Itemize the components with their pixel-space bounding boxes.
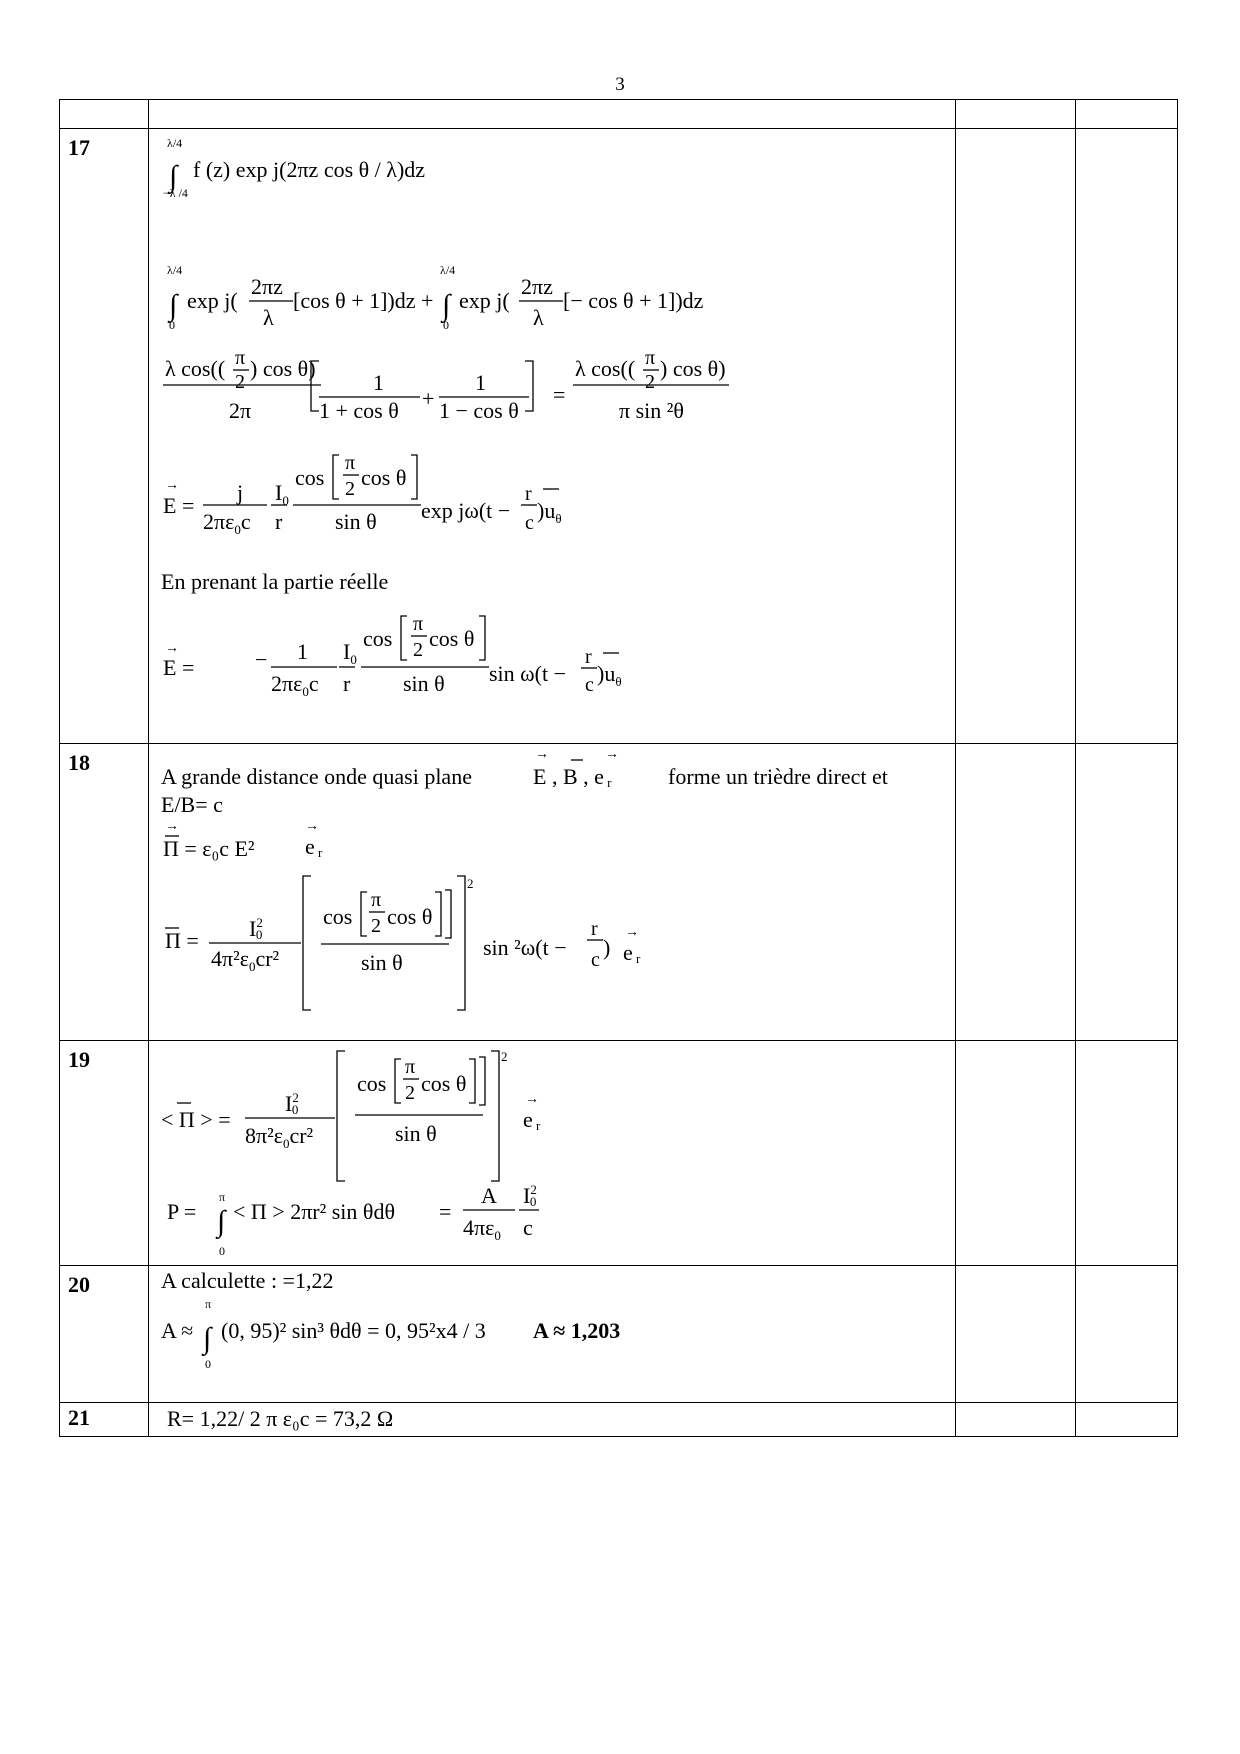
score-cell	[956, 1266, 1076, 1403]
svg-text:π sin ²θ: π sin ²θ	[619, 398, 684, 423]
svg-text:)uθ: )$u_\theta$	[597, 661, 622, 689]
text-partie-reelle: En prenant la partie réelle	[161, 569, 389, 594]
svg-text:4πε0: $4\pi\varepsilon_0$	[463, 1215, 501, 1243]
header-cell	[149, 100, 956, 129]
svg-text:2: 2	[371, 915, 381, 937]
header-row	[60, 100, 1178, 129]
question-number: 18	[60, 744, 149, 1041]
svg-text:I20: $I^2$ 0	[249, 915, 263, 942]
svg-text:0: 0	[443, 318, 449, 332]
svg-text:2: 2	[235, 371, 245, 393]
svg-text:0: 0	[169, 318, 175, 332]
answer-cell	[149, 744, 956, 1041]
onde-text: A grande distance onde quasi plane	[161, 764, 472, 789]
svg-text:2: 2	[413, 639, 423, 661]
svg-text:8π²ε0cr²: $8\pi^2\varepsilon_0cr^2$	[245, 1123, 314, 1151]
svg-text:< Π > 2πr² sin θdθ: < Π > 2πr² sin θdθ	[233, 1199, 395, 1224]
svg-text:A ≈: A ≈	[161, 1318, 194, 1343]
svg-text:r: r	[275, 509, 283, 534]
svg-text:→: →	[605, 747, 619, 762]
svg-text:π: π	[413, 613, 424, 635]
score-cell	[1076, 1266, 1178, 1403]
svg-text:[− cos θ + 1])dz: [− cos θ + 1])dz	[563, 288, 704, 313]
calculette-text: A calculette : =1,22	[161, 1268, 334, 1293]
svg-text:c: c	[585, 674, 594, 696]
svg-text:c: c	[591, 949, 600, 971]
answer-cell	[149, 1403, 956, 1437]
svg-text:r: r	[591, 918, 598, 940]
svg-text:→: →	[535, 747, 549, 762]
svg-text:∫: ∫	[169, 160, 178, 193]
svg-text:λ cos((: λ cos((	[575, 356, 636, 381]
svg-text:2πε0c: $2\pi\varepsilon_0c$	[203, 509, 251, 537]
svg-text:2: 2	[405, 1082, 415, 1104]
table-row	[60, 1041, 1178, 1266]
svg-text:sin ²ω(t −: sin ²ω(t −	[483, 935, 567, 960]
svg-text:cos: cos	[357, 1071, 387, 1096]
svg-text:) cos θ): ) cos θ)	[250, 356, 316, 381]
svg-text:I0: $I_0$	[275, 480, 289, 508]
svg-text:π: π	[235, 347, 246, 369]
svg-text:2: 2	[501, 1049, 508, 1064]
svg-text:sin θ: sin θ	[403, 671, 445, 696]
header-cell	[1076, 100, 1178, 129]
table-row	[60, 1266, 1178, 1403]
svg-text:2π: 2π	[229, 398, 252, 423]
triedre-text: forme un trièdre direct et	[668, 764, 888, 789]
svg-text:∫: ∫	[203, 1322, 212, 1355]
svg-text:e r: e r	[305, 834, 323, 860]
score-cell	[956, 1403, 1076, 1437]
svg-text:e r: e r	[523, 1107, 541, 1133]
svg-text:→: →	[625, 925, 639, 940]
resistance-text: R= 1,22/ 2 π ε₀c = 73,2 Ω	[167, 1406, 394, 1431]
svg-text:2πε0c: $2\pi\varepsilon_0c$	[271, 671, 319, 699]
svg-text:j: j	[237, 480, 244, 505]
table-row	[60, 129, 1178, 744]
svg-text:π: π	[405, 1056, 416, 1078]
svg-text:[cos θ + 1])dz +: [cos θ + 1])dz +	[293, 288, 434, 313]
formula-block-17	[149, 129, 956, 743]
svg-text:1 − cos θ: 1 − cos θ	[439, 398, 519, 423]
svg-text:1: 1	[373, 370, 384, 395]
svg-text:sin θ: sin θ	[335, 509, 377, 534]
svg-text:1: 1	[297, 639, 308, 664]
svg-text:λ: λ	[263, 305, 274, 330]
question-number: 19	[60, 1041, 149, 1266]
svg-text:2: 2	[645, 371, 655, 393]
svg-text:π: π	[645, 347, 656, 369]
svg-text:→: →	[165, 819, 179, 834]
svg-text:c: c	[525, 512, 534, 534]
svg-text:cos: cos	[363, 626, 393, 651]
svg-text:λ/4: λ/4	[167, 136, 183, 150]
svg-text:exp jω(t −: exp jω(t −	[421, 498, 511, 523]
svg-text:r: r	[585, 646, 592, 668]
svg-text:λ/4: λ/4	[167, 263, 183, 277]
svg-text:) cos θ): ) cos θ)	[660, 356, 726, 381]
svg-text:0: 0	[205, 1357, 211, 1371]
score-cell	[956, 1041, 1076, 1266]
svg-text:Π =: Π =	[165, 928, 199, 953]
svg-text:cos θ: cos θ	[361, 465, 407, 490]
svg-text:cos: cos	[295, 465, 325, 490]
svg-text:∫: ∫	[442, 289, 451, 322]
svg-text:r: r	[525, 483, 532, 505]
svg-text:e r: e r	[623, 940, 641, 966]
score-cell	[956, 129, 1076, 744]
svg-text:π: π	[219, 1190, 226, 1204]
question-number: 21	[60, 1403, 149, 1437]
svg-text:2: 2	[345, 478, 355, 500]
svg-text:cos θ: cos θ	[429, 626, 475, 651]
header-cell	[60, 100, 149, 129]
question-number: 17	[60, 129, 149, 744]
svg-text:I20: $I^2$ 0	[285, 1090, 299, 1117]
svg-text:λ/4: λ/4	[440, 263, 456, 277]
svg-text:λ: λ	[533, 305, 544, 330]
answer-cell	[149, 1266, 956, 1403]
svg-text:∫: ∫	[169, 289, 178, 322]
svg-text:I0: $I_0$	[343, 639, 357, 667]
svg-text:→: →	[525, 1092, 539, 1107]
svg-text:+: +	[422, 386, 435, 411]
svg-text:=: =	[439, 1199, 452, 1224]
score-cell	[1076, 129, 1178, 744]
result-bold: A ≈ 1,203	[533, 1318, 621, 1343]
score-cell	[1076, 1403, 1178, 1437]
svg-text:cos: cos	[323, 904, 353, 929]
svg-text:exp j(: exp j(	[459, 288, 510, 313]
svg-text:→: →	[165, 641, 179, 656]
table-row	[60, 744, 1178, 1041]
svg-text:E , B , e r: E , B , e r	[533, 764, 612, 790]
svg-text:1 + cos θ: 1 + cos θ	[319, 398, 399, 423]
svg-text:E =: E =	[163, 493, 195, 518]
formula-block-19	[149, 1041, 956, 1265]
svg-text:4π²ε0cr²: $4\pi^2\varepsilon_0cr^2$	[211, 946, 280, 974]
svg-text:∫: ∫	[217, 1205, 226, 1238]
svg-text:π: π	[345, 452, 356, 474]
svg-text:→: →	[305, 819, 319, 834]
svg-text:−: −	[255, 647, 268, 672]
svg-text:I20: $I^2$ 0	[523, 1182, 537, 1209]
svg-text:A: A	[481, 1183, 497, 1208]
svg-text:): )	[603, 935, 611, 960]
poynting-text: Π = ε₀c E²	[163, 836, 255, 861]
question-number: 20	[60, 1266, 149, 1403]
svg-text:=: =	[553, 382, 566, 407]
header-cell	[956, 100, 1076, 129]
svg-text:r: r	[343, 671, 351, 696]
svg-text:E =: E =	[163, 655, 195, 680]
svg-text:cos θ: cos θ	[421, 1071, 467, 1096]
score-cell	[1076, 1041, 1178, 1266]
svg-text:sin ω(t −: sin ω(t −	[489, 661, 566, 686]
svg-text:)uθ: )$u_\theta$	[537, 498, 562, 526]
svg-text:sin θ: sin θ	[395, 1121, 437, 1146]
svg-text:cos θ: cos θ	[387, 904, 433, 929]
svg-text:π: π	[371, 889, 382, 911]
answer-cell	[149, 129, 956, 744]
svg-text:< Π > =: < Π > =	[161, 1107, 231, 1132]
svg-text:f (z) exp j(2πz cos θ / λ)dz: f (z) exp j(2πz cos θ / λ)dz	[193, 157, 426, 182]
table-row	[60, 1403, 1178, 1437]
svg-text:λ cos((: λ cos((	[165, 356, 226, 381]
svg-text:c: c	[523, 1215, 533, 1240]
svg-text:1: 1	[475, 370, 486, 395]
score-cell	[956, 744, 1076, 1041]
svg-text:P =: P =	[167, 1199, 197, 1224]
svg-text:−λ /4: −λ /4	[163, 186, 188, 200]
svg-text:exp j(: exp j(	[187, 288, 238, 313]
svg-text:0: 0	[219, 1244, 225, 1258]
svg-text:2πz: 2πz	[521, 274, 553, 299]
answer-cell	[149, 1041, 956, 1266]
svg-text:2: 2	[467, 876, 474, 891]
eb-ratio-text: E/B= c	[161, 792, 223, 817]
svg-text:sin θ: sin θ	[361, 950, 403, 975]
score-cell	[1076, 744, 1178, 1041]
answer-table	[59, 99, 1178, 1437]
svg-text:π: π	[205, 1297, 212, 1311]
integral-text: (0, 95)² sin³ θdθ = 0, 95²x4 / 3	[221, 1318, 486, 1343]
svg-text:2πz: 2πz	[251, 274, 283, 299]
svg-text:→: →	[165, 478, 179, 493]
result-bold-wrap	[533, 1318, 620, 1344]
page-number: 3	[615, 74, 625, 95]
